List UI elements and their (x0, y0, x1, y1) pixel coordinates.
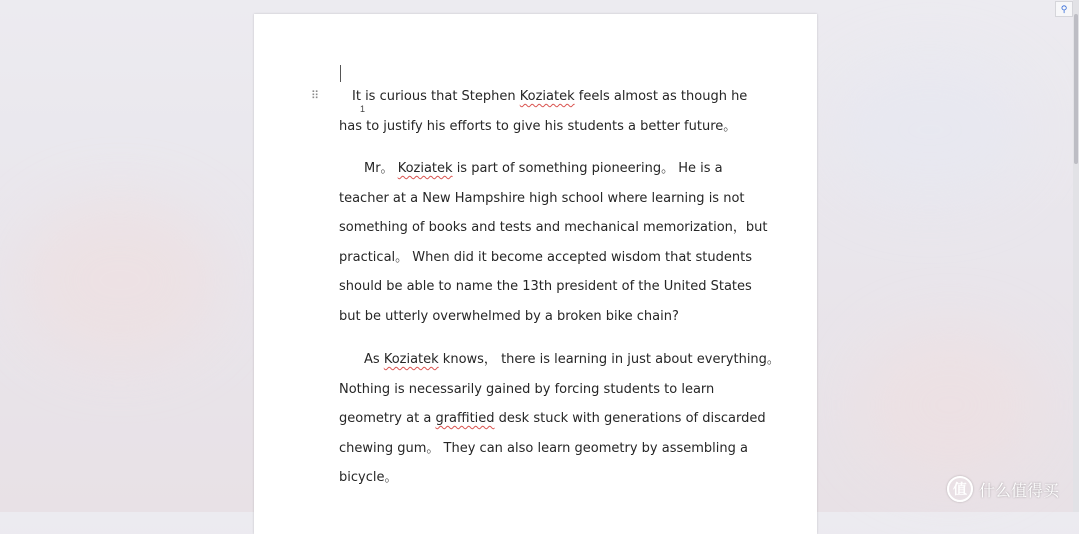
paragraph-marker: 1 (360, 104, 366, 114)
text-run: Mr。 (364, 161, 398, 176)
location-pin-icon[interactable]: ⚲ (1055, 1, 1073, 17)
text-run: should be able to name the 13th president of the United States (339, 279, 752, 295)
text-line (339, 243, 759, 273)
paragraph-1[interactable] (339, 82, 759, 141)
misspelled-word: Koziatek (397, 161, 453, 176)
text-run: As (364, 352, 384, 367)
misspelled-word: Koziatek (519, 89, 575, 104)
text-run: It is curious that Stephen (352, 89, 520, 104)
text-line (339, 434, 759, 464)
text-run: desk stuck with generations of discarded (494, 411, 766, 427)
watermark (947, 476, 1059, 502)
text-line (339, 375, 759, 405)
text-run: Nothing is necessarily gained by forcing students to learn (339, 381, 715, 397)
text-line (339, 272, 759, 302)
text-run: is part of something pioneering。 He is a (452, 161, 723, 176)
text-run: has to justify his efforts to give his students a better future。 (339, 118, 737, 134)
vertical-scrollbar[interactable] (1073, 0, 1079, 512)
text-cursor (340, 65, 341, 82)
watermark-text: 什么值得买 (979, 480, 1060, 500)
text-line (339, 302, 759, 332)
text-run: bicycle。 (339, 470, 398, 486)
paragraph-drag-handle-icon[interactable]: ⠿ (311, 90, 319, 102)
text-run: but be utterly overwhelmed by a broken bike chain? (339, 308, 679, 324)
text-line (339, 213, 768, 243)
misspelled-word: Koziatek (383, 352, 439, 367)
background-blur (830, 60, 1030, 200)
background-blur (20, 200, 220, 360)
background-blur (860, 330, 1040, 480)
text-run: teacher at a New Hampshire high school where learning is not (339, 190, 745, 206)
text-run: geometry at a (339, 411, 436, 427)
text-line (339, 82, 759, 112)
misspelled-word: graffitied (435, 411, 495, 427)
text-run: chewing gum。 They can also learn geometry by assembling a (339, 440, 748, 456)
document-page[interactable] (254, 14, 817, 534)
text-line (339, 154, 759, 184)
text-run: something of books and tests and mechanical memorization，but (339, 220, 768, 236)
watermark-logo-icon: 值 (947, 476, 973, 502)
text-line (339, 463, 759, 493)
scrollbar-thumb[interactable] (1074, 14, 1078, 164)
text-line (339, 184, 759, 214)
text-run: practical。 When did it become accepted wisdom that students (339, 249, 752, 265)
text-line (339, 345, 780, 375)
text-line (339, 112, 759, 142)
text-line (339, 404, 766, 434)
paragraph-2[interactable] (339, 154, 768, 332)
text-run: knows， there is learning in just about everything。 (438, 352, 780, 367)
text-run: feels almost as though he (574, 89, 748, 104)
paragraph-3[interactable] (339, 345, 780, 493)
